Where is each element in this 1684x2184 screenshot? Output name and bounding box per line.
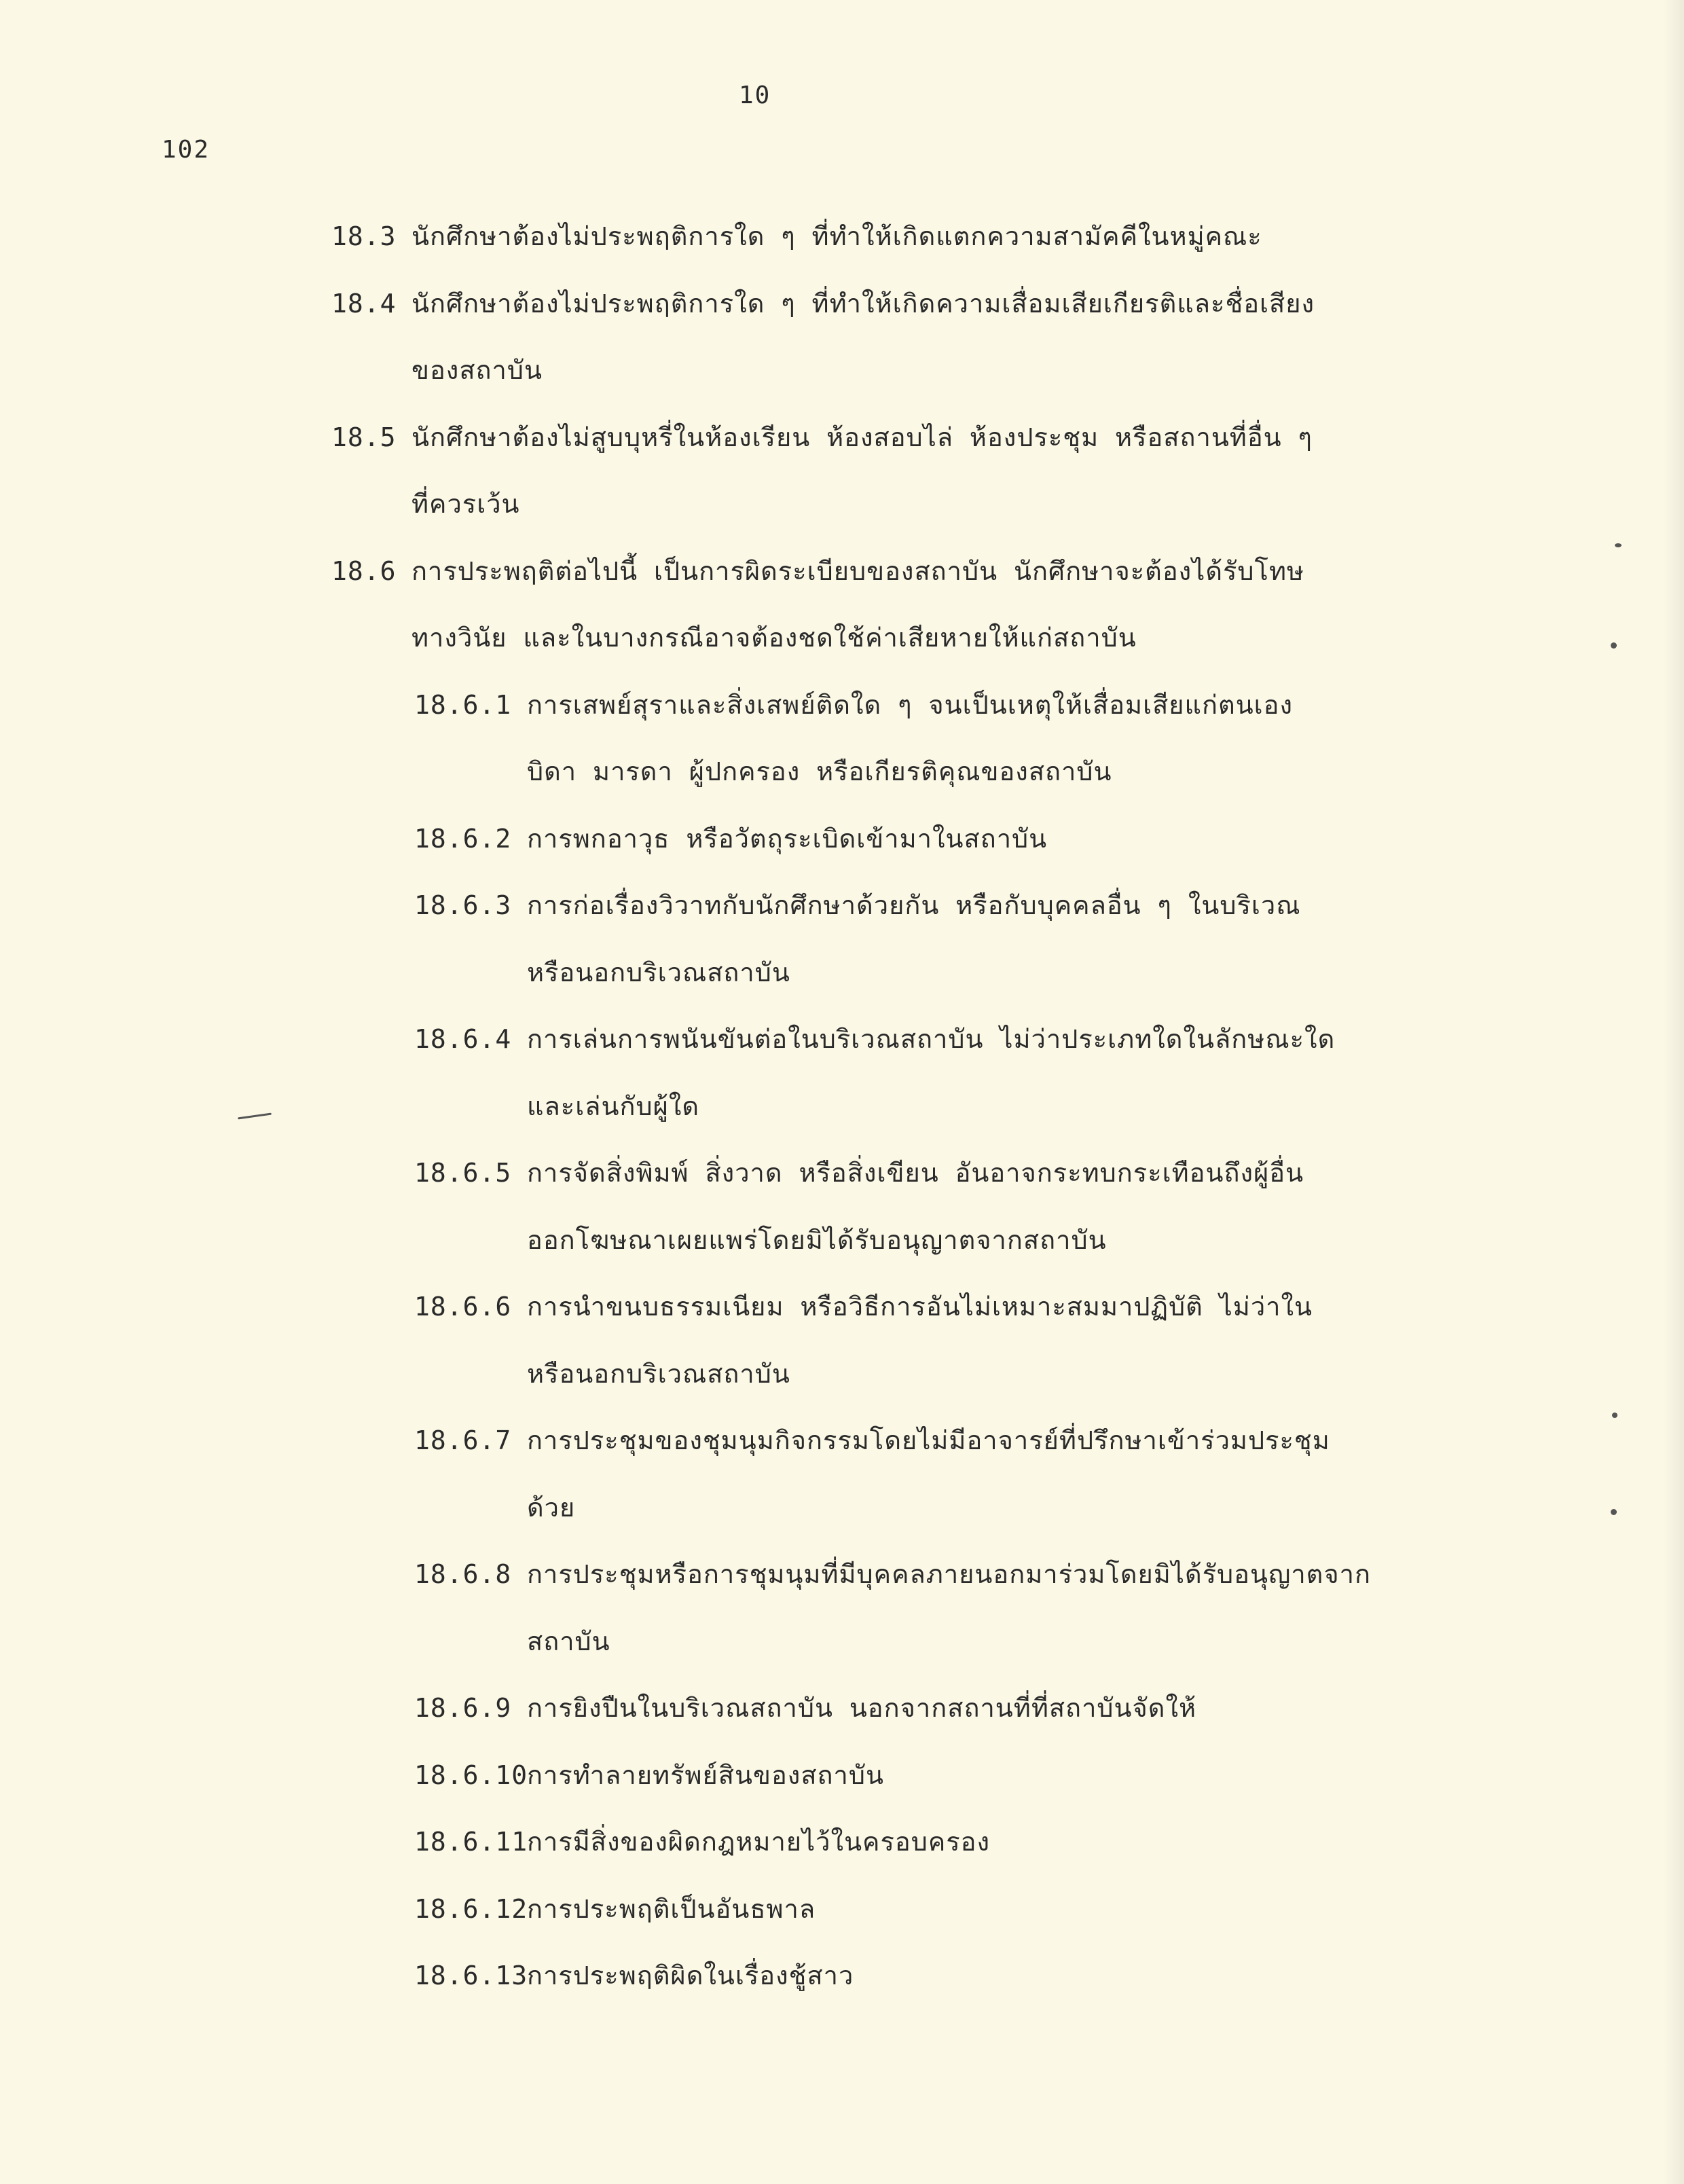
item-text: การประพฤติต่อไปนี้ เป็นการผิดระเบียบของสถาบัน นักศึกษาจะต้องได้รับโทษ <box>411 556 1305 586</box>
text-line <box>414 1019 1335 1059</box>
item-text: ทางวินัย และในบางกรณีอาจต้องชดใช้ค่าเสียหายให้แก่สถาบัน <box>411 623 1137 653</box>
scan-speck <box>1611 642 1617 649</box>
item-number: 18.6.12 <box>414 1893 528 1924</box>
item-text: นักศึกษาต้องไม่ประพฤติการใด ๆ ที่ทำให้เกิดความเสื่อมเสียเกียรติและชื่อเสียง <box>411 288 1315 318</box>
text-line <box>527 1220 1107 1260</box>
text-line <box>411 484 520 524</box>
item-text: การยิงปืนในบริเวณสถาบัน นอกจากสถานที่ที่สถาบันจัดให้ <box>527 1693 1197 1723</box>
page-number-top: 10 <box>739 81 771 109</box>
scan-speck <box>238 1113 272 1120</box>
item-text: การมีสิ่งของผิดกฎหมายไว้ในครอบครอง <box>527 1827 991 1857</box>
text-line <box>414 1420 1330 1461</box>
text-line <box>414 818 1047 859</box>
text-line <box>414 1152 1304 1193</box>
text-line <box>527 1353 790 1394</box>
item-text: การนำขนบธรรมเนียม หรือวิธีการอันไม่เหมาะสมมาปฏิบัติ ไม่ว่าใน <box>527 1292 1313 1322</box>
text-line <box>331 551 1304 592</box>
item-number: 18.6.11 <box>414 1827 528 1857</box>
item-number: 18.6 <box>331 556 397 586</box>
item-number: 18.6.7 <box>414 1425 512 1455</box>
text-line <box>414 1554 1371 1595</box>
item-number: 18.6.1 <box>414 689 512 720</box>
page-number-side: 102 <box>162 136 210 164</box>
item-number: 18.6.6 <box>414 1292 512 1322</box>
scan-edge-shadow <box>1664 0 1684 2184</box>
item-text: สถาบัน <box>527 1626 610 1656</box>
item-text: ที่ควรเว้น <box>411 489 520 519</box>
item-number: 18.4 <box>331 288 397 318</box>
text-line <box>527 1621 610 1662</box>
item-number: 18.6.10 <box>414 1760 528 1790</box>
item-text: บิดา มารดา ผู้ปกครอง หรือเกียรติคุณของสถาบัน <box>527 757 1112 786</box>
text-line <box>527 1086 699 1127</box>
text-line <box>331 216 1262 257</box>
item-number: 18.6.2 <box>414 823 512 854</box>
text-line <box>414 1755 884 1796</box>
item-number: 18.3 <box>331 221 397 251</box>
item-text: การเสพย์สุราและสิ่งเสพย์ติดใด ๆ จนเป็นเหตุให้เสื่อมเสียแก่ตนเอง <box>527 689 1294 720</box>
text-line <box>414 1286 1313 1327</box>
item-text: การประพฤติเป็นอันธพาล <box>527 1893 816 1924</box>
item-number: 18.6.9 <box>414 1693 512 1723</box>
scan-speck <box>1615 543 1622 547</box>
text-line <box>331 283 1315 324</box>
item-text: การประชุมหรือการชุมนุมที่มีบุคคลภายนอกมาร่วมโดยมิได้รับอนุญาตจาก <box>527 1559 1371 1589</box>
text-line <box>527 952 790 993</box>
text-line <box>414 1821 990 1862</box>
item-text: การจัดสิ่งพิมพ์ สิ่งวาด หรือสิ่งเขียน อันอาจกระทบกระเทือนถึงผู้อื่น <box>527 1158 1304 1188</box>
item-text: การประพฤติผิดในเรื่องชู้สาว <box>527 1961 854 1990</box>
text-line <box>414 885 1300 926</box>
text-line <box>414 1955 854 1996</box>
text-line <box>411 350 543 390</box>
item-text: นักศึกษาต้องไม่ประพฤติการใด ๆ ที่ทำให้เกิดแตกความสามัคคีในหมู่คณะ <box>411 221 1262 251</box>
text-line <box>414 1688 1196 1728</box>
item-text: การเล่นการพนันขันต่อในบริเวณสถาบัน ไม่ว่าประเภทใดในลักษณะใด <box>527 1024 1336 1054</box>
text-line <box>527 751 1112 792</box>
scan-speck <box>1612 1413 1617 1418</box>
item-number: 18.6.8 <box>414 1559 512 1589</box>
item-text: การก่อเรื่องวิวาทกับนักศึกษาด้วยกัน หรือกับบุคคลอื่น ๆ ในบริเวณ <box>527 890 1301 920</box>
text-line <box>414 1889 816 1929</box>
item-text: และเล่นกับผู้ใด <box>527 1091 700 1121</box>
text-line <box>414 685 1293 725</box>
scan-speck <box>1611 1509 1617 1515</box>
item-text: หรือนอกบริเวณสถาบัน <box>527 1358 790 1389</box>
item-text: ของสถาบัน <box>411 355 543 385</box>
item-number: 18.6.13 <box>414 1961 528 1990</box>
text-line <box>527 1487 575 1528</box>
item-text: นักศึกษาต้องไม่สูบบุหรี่ในห้องเรียน ห้องสอบไล่ ห้องประชุม หรือสถานที่อื่น ๆ <box>411 422 1313 452</box>
item-text: หรือนอกบริเวณสถาบัน <box>527 957 790 987</box>
item-text: ออกโฆษณาเผยแพร่โดยมิได้รับอนุญาตจากสถาบัน <box>527 1224 1107 1255</box>
text-line <box>411 617 1137 658</box>
text-line <box>331 417 1313 458</box>
item-number: 18.6.5 <box>414 1158 512 1188</box>
item-text: การพกอาวุธ หรือวัตถุระเบิดเข้ามาในสถาบัน <box>527 823 1048 854</box>
item-text: การประชุมของชุมนุมกิจกรรมโดยไม่มีอาจารย์ที่ปรึกษาเข้าร่วมประชุม <box>527 1425 1330 1455</box>
item-text: ด้วย <box>527 1492 576 1523</box>
item-number: 18.5 <box>331 422 397 452</box>
item-text: การทำลายทรัพย์สินของสถาบัน <box>527 1760 884 1790</box>
item-number: 18.6.4 <box>414 1024 512 1054</box>
item-number: 18.6.3 <box>414 890 512 920</box>
